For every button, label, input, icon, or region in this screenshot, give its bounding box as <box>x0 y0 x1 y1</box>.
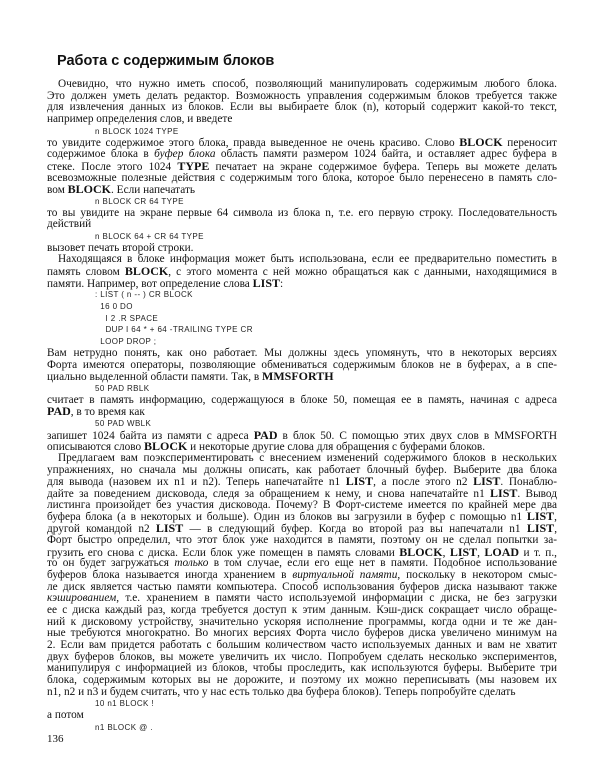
keyword-text: LIST <box>473 474 501 489</box>
text-segment: действий <box>47 218 92 231</box>
text-segment: , а после этого n2 <box>373 476 474 489</box>
text-segment: : <box>280 277 284 290</box>
keyword-text: LIST <box>252 275 281 290</box>
text-segment: . Понаблю- <box>500 476 558 489</box>
text-segment: листинга произойдет без участия дисковода. Почему? В Форт-системе имеется по крайней мере два <box>47 498 557 511</box>
keyword-text: LIST <box>155 521 184 536</box>
text-segment: ее с диска каждый раз, когда требуется доступ к этим данным. Кэш-диск сокращает число обраще- <box>47 603 557 616</box>
text-segment: 2. Если вам придется работать с большим количеством часто используемых данных и вам не хватит <box>47 639 557 651</box>
text-segment: n1 BLOCK @ . <box>95 722 153 732</box>
keyword-text: BLOCK <box>459 135 503 150</box>
text-segment: , в то время как <box>70 406 145 419</box>
text-segment: а потом <box>47 709 84 722</box>
code-line <box>47 289 557 301</box>
text-segment: то увидите содержимое этого блока, правда выведенное не очень красиво. Слово <box>47 137 460 150</box>
text-segment: памяти. Например, вот определение слова <box>47 277 253 290</box>
keyword-text: LOAD <box>484 544 520 559</box>
text-segment: другой командой n2 <box>47 523 156 536</box>
text-line <box>47 114 557 126</box>
page-number: 136 <box>47 732 64 745</box>
emphasis-text: кэшированием <box>47 592 117 605</box>
text-segment: то вы увидите на экране первые 64 символа из блока n, т.е. его первую строку. Последовательность <box>47 206 557 219</box>
keyword-text: BLOCK <box>124 264 169 278</box>
text-segment: двух буферов блоков, вы можете увеличить их число. Попробуем сделать несколько экспериментов, <box>47 650 557 663</box>
text-segment: запишет 1024 байта из памяти с адреса <box>47 429 254 442</box>
text-line <box>47 266 557 278</box>
text-segment: Очевидно, что нужно иметь способ, позволяющий манипулировать содержимым любого блока. <box>58 78 557 90</box>
text-segment: блока, содержимым которых вы не дорожите, и поэтому их можно переписывать (мы назовем их <box>47 674 557 687</box>
code-line <box>47 418 557 430</box>
text-segment: всевозможные полезные действия с содержимым того блока, которое было перенесено в память сло- <box>47 171 557 184</box>
text-segment: n BLOCK CR 64 TYPE <box>95 196 184 206</box>
keyword-text: PAD <box>47 404 71 419</box>
text-segment: , <box>554 523 558 536</box>
text-line <box>47 173 557 185</box>
text-line <box>47 406 557 418</box>
text-segment: вом <box>47 184 68 197</box>
text-segment: Форта имеются операторы, позволяющие обмениваться содержимым блоков не в буферах, а в спе- <box>47 358 557 371</box>
emphasis-text: только <box>174 557 209 570</box>
text-segment: Это должен уметь делать редактор. Возможность управления содержимым блоков требуется также <box>47 89 557 102</box>
text-segment: и т. п., <box>519 546 557 559</box>
text-segment: и некоторые другие слова для обращения с буферами блоков. <box>187 441 486 454</box>
text-segment: ний к дисковому устройству, значительно ускоряя исполнение программы, когда одни и те же дан- <box>47 615 557 628</box>
emphasis-text: виртуальной памяти <box>292 568 398 581</box>
text-segment: 10 n1 BLOCK ! <box>95 699 155 709</box>
text-line <box>47 476 557 488</box>
text-line <box>47 427 557 442</box>
page-body <box>47 79 557 745</box>
keyword-text: LIST <box>526 509 555 524</box>
keyword-text: MMSFORTH <box>262 369 334 384</box>
keyword-text: LIST <box>490 486 518 501</box>
text-segment: вызовет печать второй строки. <box>47 241 194 254</box>
text-segment: DUP I 64 * + 64 -TRAILING TYPE CR <box>95 325 253 335</box>
text-line <box>47 254 557 266</box>
text-line <box>47 149 557 161</box>
keyword-text: PAD <box>253 427 278 442</box>
text-line <box>47 500 557 512</box>
text-segment: , т.е. хранением в памяти часто используемой информации с диска, не без загрузки <box>116 592 557 605</box>
text-line <box>47 395 557 407</box>
text-line <box>47 371 557 383</box>
code-line <box>47 313 557 325</box>
text-segment: , поскольку в некотором смыс- <box>397 568 558 581</box>
text-segment: , с этого момента с ней можно обращаться как с данными, находящимися в <box>168 266 557 278</box>
text-segment: грузить его снова с диска. Если блок уже помещен в память словами <box>47 546 400 559</box>
keyword-text: LIST <box>526 521 555 536</box>
text-segment: — в следующий буфер. Когда во второй раз вы напечатали n1 <box>183 523 527 536</box>
text-segment: содержимое блока в <box>47 148 155 161</box>
text-segment: ле диск является частью памяти компьютера. Способ использования буферов диска называют также <box>47 580 557 593</box>
text-segment: , <box>477 546 485 559</box>
text-segment: циально выделенной области памяти. Так, в <box>47 371 263 384</box>
text-line <box>47 710 557 722</box>
text-segment: Предлагаем вам поэкспериментировать с внесением изменений содержимого блоков в нескольких <box>58 452 557 464</box>
text-line <box>47 687 557 699</box>
text-segment: считает в память информацию, содержащуюся в блоке 50, помещая ее в память, начиная с адреса <box>47 393 557 406</box>
emphasis-text: буфер блока <box>154 148 216 161</box>
code-line <box>47 324 557 336</box>
text-segment: в блок 50. С помощью этих двух слов в MMSFORTH <box>277 429 557 442</box>
text-segment: дайте за поведением дисковода, следя за обращением к нему, и снова напечатайте n1 <box>47 488 491 501</box>
text-segment: Вам нетрудно понять, как оно работает. Мы должны здесь упомянуть, что в некоторых версиях <box>47 346 557 359</box>
text-segment: то он будет загружаться <box>47 557 175 570</box>
text-segment: Форт быстро определил, что этот блок уже находится в памяти, поэтому он не сделал попытки за- <box>47 533 557 546</box>
text-segment: область памяти размером 1024 байта, и оставляет адрес буфера в <box>215 148 557 161</box>
text-line <box>47 219 557 231</box>
text-segment: 50 PAD RBLK <box>95 383 150 393</box>
text-segment: . Если напечатать <box>111 184 196 197</box>
text-segment: n BLOCK 64 + CR 64 TYPE <box>95 231 204 241</box>
text-segment: упражнениях, но сначала мы должны описать, как работает блочный буфер. Выберите два блока <box>47 463 557 476</box>
text-segment: для вывода (назовем их n1 и n2). Теперь напечатайте n1 <box>47 476 346 489</box>
text-segment: манипулируя с информацией из блоков, чтобы проследить, как используются буферы. Выберите три <box>47 662 557 675</box>
text-segment: 50 PAD WBLK <box>95 418 152 428</box>
text-segment: : LIST ( n -- ) CR BLOCK <box>95 290 193 300</box>
text-line <box>47 535 557 547</box>
keyword-text: LIST <box>345 474 374 489</box>
section-title: Работа с содержимым блоков <box>57 53 275 69</box>
text-line <box>47 208 557 220</box>
keyword-text: BLOCK <box>143 439 188 454</box>
text-line <box>47 275 557 290</box>
text-segment: в том случае, если его еще нет в памяти. Подобное использование <box>208 557 557 570</box>
text-segment: буфера блока (а в некоторых и больше). Один из блоков вы загрузили в буфер с помощью n1 <box>47 511 527 524</box>
text-segment: описываются слово <box>47 441 144 454</box>
text-segment: Находящаяся в блоке информация может быть использована, если ее предварительно поместить в <box>58 253 557 266</box>
text-segment: для извлечения данных из блоков. Если вы выбираете блок (n), который содержит какой-то текст, <box>47 101 557 114</box>
keyword-text: BLOCK <box>67 182 112 197</box>
text-segment: n1, n2 и n3 и будем считать, что у нас есть только два буфера блоков). Теперь попробуйте сделать <box>47 685 516 698</box>
text-segment: n BLOCK 1024 TYPE <box>95 126 179 136</box>
text-segment: . Вывод <box>517 488 557 501</box>
text-segment: стеке. После этого 1024 <box>47 160 178 173</box>
text-segment: память словом <box>47 266 125 278</box>
text-segment: 16 0 DO <box>95 302 133 312</box>
text-segment: переносит <box>502 137 557 150</box>
keyword-text: TYPE <box>177 158 210 173</box>
text-segment: ные требуются многократно. Во многих версиях Форта число буферов диска увеличено минимум на <box>47 627 557 640</box>
keyword-text: BLOCK <box>399 544 443 559</box>
text-segment: , <box>554 511 557 524</box>
text-segment: , <box>442 546 450 559</box>
text-segment: например определения слов, и введете <box>47 113 233 126</box>
code-line <box>47 698 557 710</box>
text-segment: буферов блока называется иногда хранением в <box>47 568 293 581</box>
keyword-text: LIST <box>449 544 478 559</box>
text-segment: печатает на экране содержимое буфера. Теперь вы можете делать <box>209 160 557 173</box>
text-segment: I 2 .R SPACE <box>95 313 159 323</box>
code-line <box>47 722 557 734</box>
text-line <box>47 184 557 196</box>
text-segment: LOOP DROP ; <box>95 337 157 347</box>
text-line <box>47 511 557 523</box>
code-line <box>47 301 557 313</box>
